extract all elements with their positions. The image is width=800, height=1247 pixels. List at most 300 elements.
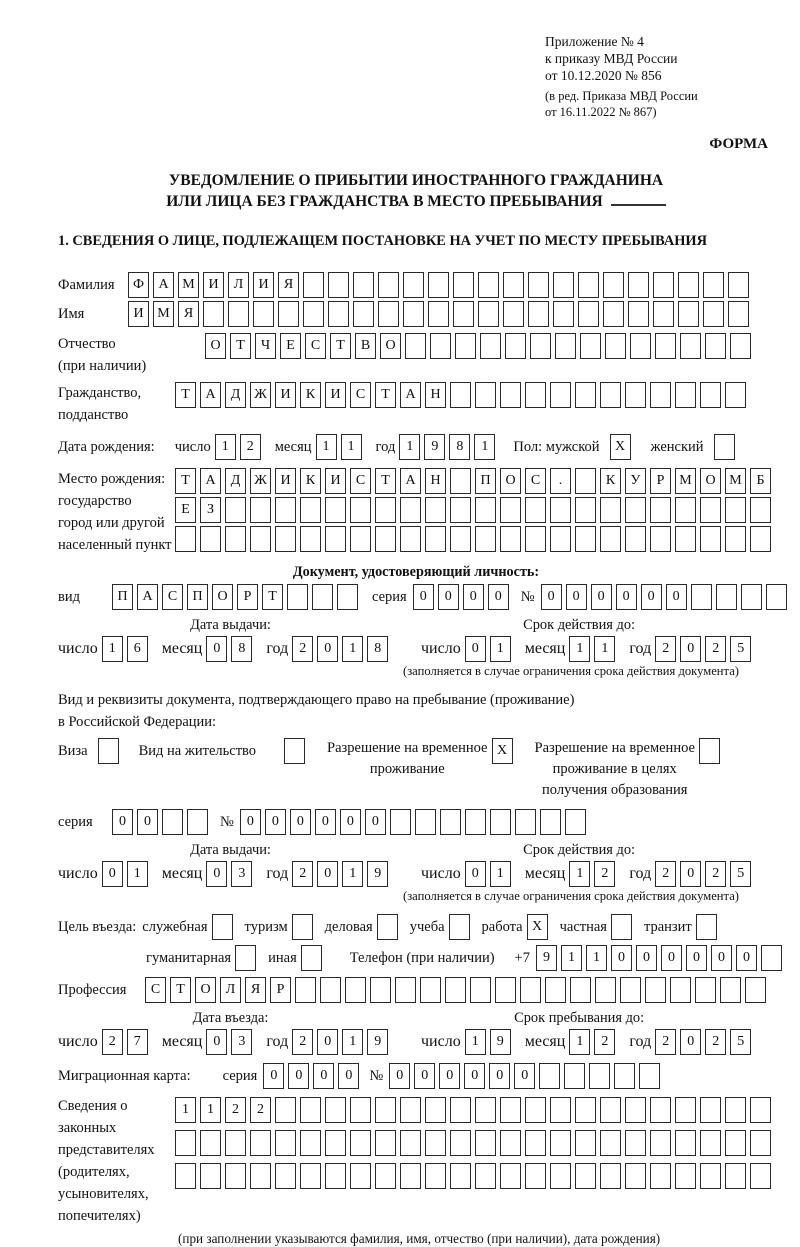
char-cell[interactable]: 0 bbox=[206, 1029, 227, 1055]
char-cell[interactable]: 2 bbox=[102, 1029, 123, 1055]
char-cell[interactable]: А bbox=[153, 272, 174, 298]
char-cell[interactable] bbox=[600, 526, 621, 552]
char-cell[interactable] bbox=[700, 1130, 721, 1156]
char-cell[interactable] bbox=[766, 584, 787, 610]
char-cell[interactable]: 0 bbox=[317, 636, 338, 662]
char-cell[interactable] bbox=[761, 945, 782, 971]
char-cell[interactable]: 8 bbox=[367, 636, 388, 662]
char-cell[interactable] bbox=[250, 1130, 271, 1156]
char-cell[interactable] bbox=[275, 1130, 296, 1156]
char-cell[interactable] bbox=[325, 1163, 346, 1189]
char-cell[interactable]: В bbox=[355, 333, 376, 359]
char-cell[interactable]: 1 bbox=[465, 1029, 486, 1055]
sex-female-checkbox[interactable] bbox=[714, 434, 735, 460]
char-cell[interactable]: 0 bbox=[389, 1063, 410, 1089]
char-cell[interactable]: У bbox=[625, 468, 646, 494]
char-cell[interactable] bbox=[225, 1130, 246, 1156]
char-cell[interactable]: 3 bbox=[231, 861, 252, 887]
char-cell[interactable] bbox=[603, 301, 624, 327]
char-cell[interactable] bbox=[428, 272, 449, 298]
char-cell[interactable]: 1 bbox=[316, 434, 337, 460]
char-cell[interactable] bbox=[728, 272, 749, 298]
char-cell[interactable] bbox=[500, 497, 521, 523]
char-cell[interactable] bbox=[425, 1097, 446, 1123]
char-cell[interactable] bbox=[700, 497, 721, 523]
char-cell[interactable] bbox=[500, 1130, 521, 1156]
char-cell[interactable] bbox=[325, 1097, 346, 1123]
char-cell[interactable] bbox=[703, 301, 724, 327]
char-cell[interactable]: 0 bbox=[317, 861, 338, 887]
char-cell[interactable] bbox=[750, 1097, 771, 1123]
char-cell[interactable] bbox=[625, 1163, 646, 1189]
char-cell[interactable]: 0 bbox=[206, 861, 227, 887]
char-cell[interactable] bbox=[370, 977, 391, 1003]
char-cell[interactable]: О bbox=[380, 333, 401, 359]
char-cell[interactable] bbox=[303, 301, 324, 327]
char-cell[interactable] bbox=[300, 1097, 321, 1123]
char-cell[interactable]: 0 bbox=[313, 1063, 334, 1089]
char-cell[interactable]: 0 bbox=[463, 584, 484, 610]
char-cell[interactable]: 0 bbox=[365, 809, 386, 835]
char-cell[interactable] bbox=[430, 333, 451, 359]
char-cell[interactable]: Д bbox=[225, 468, 246, 494]
char-cell[interactable] bbox=[200, 1163, 221, 1189]
char-cell[interactable] bbox=[650, 382, 671, 408]
char-cell[interactable]: 0 bbox=[566, 584, 587, 610]
char-cell[interactable]: 0 bbox=[338, 1063, 359, 1089]
char-cell[interactable]: К bbox=[300, 382, 321, 408]
char-cell[interactable]: 1 bbox=[399, 434, 420, 460]
char-cell[interactable]: 0 bbox=[611, 945, 632, 971]
char-cell[interactable]: М bbox=[153, 301, 174, 327]
char-cell[interactable]: 1 bbox=[342, 636, 363, 662]
char-cell[interactable] bbox=[614, 1063, 635, 1089]
char-cell[interactable] bbox=[695, 977, 716, 1003]
char-cell[interactable] bbox=[250, 497, 271, 523]
char-cell[interactable] bbox=[575, 1097, 596, 1123]
char-cell[interactable]: 0 bbox=[636, 945, 657, 971]
sex-male-checkbox[interactable]: X bbox=[610, 434, 631, 460]
char-cell[interactable] bbox=[345, 977, 366, 1003]
char-cell[interactable] bbox=[725, 497, 746, 523]
char-cell[interactable] bbox=[550, 1163, 571, 1189]
char-cell[interactable]: 0 bbox=[680, 861, 701, 887]
char-cell[interactable] bbox=[525, 1097, 546, 1123]
char-cell[interactable]: З bbox=[200, 497, 221, 523]
char-cell[interactable] bbox=[500, 1163, 521, 1189]
char-cell[interactable]: Т bbox=[175, 382, 196, 408]
char-cell[interactable]: О bbox=[700, 468, 721, 494]
char-cell[interactable]: 0 bbox=[686, 945, 707, 971]
char-cell[interactable] bbox=[353, 272, 374, 298]
char-cell[interactable] bbox=[716, 584, 737, 610]
char-cell[interactable] bbox=[700, 526, 721, 552]
char-cell[interactable]: 0 bbox=[541, 584, 562, 610]
char-cell[interactable] bbox=[675, 1097, 696, 1123]
char-cell[interactable]: И bbox=[275, 468, 296, 494]
char-cell[interactable] bbox=[500, 526, 521, 552]
char-cell[interactable] bbox=[570, 977, 591, 1003]
char-cell[interactable] bbox=[750, 1163, 771, 1189]
char-cell[interactable] bbox=[603, 272, 624, 298]
char-cell[interactable]: 0 bbox=[465, 861, 486, 887]
char-cell[interactable]: 0 bbox=[414, 1063, 435, 1089]
char-cell[interactable] bbox=[445, 977, 466, 1003]
char-cell[interactable] bbox=[725, 382, 746, 408]
char-cell[interactable]: 1 bbox=[561, 945, 582, 971]
char-cell[interactable]: Р bbox=[650, 468, 671, 494]
char-cell[interactable] bbox=[450, 1163, 471, 1189]
char-cell[interactable] bbox=[162, 809, 183, 835]
char-cell[interactable]: 0 bbox=[315, 809, 336, 835]
char-cell[interactable] bbox=[480, 333, 501, 359]
char-cell[interactable] bbox=[400, 1163, 421, 1189]
char-cell[interactable] bbox=[678, 301, 699, 327]
char-cell[interactable]: О bbox=[205, 333, 226, 359]
char-cell[interactable] bbox=[700, 1097, 721, 1123]
purpose-checkbox[interactable]: X bbox=[527, 914, 548, 940]
char-cell[interactable]: 1 bbox=[586, 945, 607, 971]
char-cell[interactable] bbox=[580, 333, 601, 359]
char-cell[interactable]: 0 bbox=[438, 584, 459, 610]
char-cell[interactable]: Е bbox=[280, 333, 301, 359]
char-cell[interactable]: Р bbox=[270, 977, 291, 1003]
char-cell[interactable] bbox=[653, 301, 674, 327]
char-cell[interactable]: 1 bbox=[102, 636, 123, 662]
char-cell[interactable] bbox=[625, 526, 646, 552]
char-cell[interactable]: 6 bbox=[127, 636, 148, 662]
char-cell[interactable] bbox=[525, 1130, 546, 1156]
purpose-checkbox[interactable] bbox=[611, 914, 632, 940]
char-cell[interactable]: 3 bbox=[231, 1029, 252, 1055]
char-cell[interactable] bbox=[515, 809, 536, 835]
char-cell[interactable] bbox=[539, 1063, 560, 1089]
char-cell[interactable] bbox=[478, 301, 499, 327]
char-cell[interactable]: А bbox=[137, 584, 158, 610]
char-cell[interactable]: 0 bbox=[112, 809, 133, 835]
char-cell[interactable]: 8 bbox=[231, 636, 252, 662]
char-cell[interactable]: 0 bbox=[661, 945, 682, 971]
char-cell[interactable] bbox=[300, 1163, 321, 1189]
char-cell[interactable]: К bbox=[600, 468, 621, 494]
char-cell[interactable] bbox=[700, 382, 721, 408]
char-cell[interactable] bbox=[528, 272, 549, 298]
char-cell[interactable] bbox=[575, 1130, 596, 1156]
char-cell[interactable]: И bbox=[128, 301, 149, 327]
char-cell[interactable] bbox=[600, 1130, 621, 1156]
char-cell[interactable] bbox=[400, 1097, 421, 1123]
char-cell[interactable]: А bbox=[200, 382, 221, 408]
char-cell[interactable] bbox=[375, 1130, 396, 1156]
char-cell[interactable]: 9 bbox=[490, 1029, 511, 1055]
char-cell[interactable]: Ч bbox=[255, 333, 276, 359]
char-cell[interactable] bbox=[600, 1163, 621, 1189]
char-cell[interactable] bbox=[415, 809, 436, 835]
char-cell[interactable] bbox=[675, 382, 696, 408]
char-cell[interactable] bbox=[703, 272, 724, 298]
char-cell[interactable]: О bbox=[195, 977, 216, 1003]
char-cell[interactable] bbox=[475, 526, 496, 552]
char-cell[interactable]: М bbox=[725, 468, 746, 494]
residence-permit-checkbox[interactable] bbox=[284, 738, 305, 764]
char-cell[interactable] bbox=[625, 1097, 646, 1123]
char-cell[interactable] bbox=[553, 272, 574, 298]
char-cell[interactable]: А bbox=[400, 468, 421, 494]
char-cell[interactable] bbox=[675, 1163, 696, 1189]
char-cell[interactable] bbox=[675, 497, 696, 523]
char-cell[interactable]: Т bbox=[262, 584, 283, 610]
char-cell[interactable] bbox=[353, 301, 374, 327]
char-cell[interactable]: 1 bbox=[200, 1097, 221, 1123]
char-cell[interactable]: . bbox=[550, 468, 571, 494]
char-cell[interactable] bbox=[625, 1130, 646, 1156]
char-cell[interactable]: 0 bbox=[288, 1063, 309, 1089]
char-cell[interactable]: 0 bbox=[591, 584, 612, 610]
char-cell[interactable] bbox=[428, 301, 449, 327]
char-cell[interactable] bbox=[600, 1097, 621, 1123]
char-cell[interactable]: 1 bbox=[342, 1029, 363, 1055]
char-cell[interactable] bbox=[625, 382, 646, 408]
char-cell[interactable]: И bbox=[253, 272, 274, 298]
char-cell[interactable] bbox=[350, 526, 371, 552]
char-cell[interactable]: Т bbox=[170, 977, 191, 1003]
char-cell[interactable]: 9 bbox=[536, 945, 557, 971]
char-cell[interactable]: С bbox=[350, 382, 371, 408]
char-cell[interactable] bbox=[225, 526, 246, 552]
char-cell[interactable]: П bbox=[475, 468, 496, 494]
char-cell[interactable] bbox=[495, 977, 516, 1003]
char-cell[interactable] bbox=[337, 584, 358, 610]
char-cell[interactable] bbox=[275, 497, 296, 523]
char-cell[interactable] bbox=[550, 1097, 571, 1123]
char-cell[interactable] bbox=[691, 584, 712, 610]
char-cell[interactable] bbox=[420, 977, 441, 1003]
char-cell[interactable]: С bbox=[350, 468, 371, 494]
char-cell[interactable] bbox=[475, 1163, 496, 1189]
char-cell[interactable] bbox=[650, 497, 671, 523]
char-cell[interactable] bbox=[700, 1163, 721, 1189]
char-cell[interactable]: П bbox=[187, 584, 208, 610]
char-cell[interactable]: И bbox=[275, 382, 296, 408]
char-cell[interactable]: 2 bbox=[705, 1029, 726, 1055]
char-cell[interactable] bbox=[600, 497, 621, 523]
char-cell[interactable] bbox=[655, 333, 676, 359]
char-cell[interactable] bbox=[465, 809, 486, 835]
char-cell[interactable] bbox=[645, 977, 666, 1003]
char-cell[interactable] bbox=[650, 1163, 671, 1189]
char-cell[interactable] bbox=[595, 977, 616, 1003]
char-cell[interactable] bbox=[350, 497, 371, 523]
char-cell[interactable]: 0 bbox=[514, 1063, 535, 1089]
char-cell[interactable] bbox=[328, 301, 349, 327]
char-cell[interactable] bbox=[725, 526, 746, 552]
char-cell[interactable] bbox=[628, 301, 649, 327]
char-cell[interactable]: П bbox=[112, 584, 133, 610]
char-cell[interactable]: 0 bbox=[340, 809, 361, 835]
char-cell[interactable]: 9 bbox=[424, 434, 445, 460]
char-cell[interactable] bbox=[425, 1163, 446, 1189]
char-cell[interactable] bbox=[745, 977, 766, 1003]
char-cell[interactable] bbox=[550, 382, 571, 408]
char-cell[interactable] bbox=[475, 382, 496, 408]
char-cell[interactable]: 2 bbox=[292, 1029, 313, 1055]
temp-permit-checkbox[interactable]: X bbox=[492, 738, 513, 764]
char-cell[interactable] bbox=[325, 1130, 346, 1156]
char-cell[interactable] bbox=[278, 301, 299, 327]
char-cell[interactable] bbox=[187, 809, 208, 835]
char-cell[interactable] bbox=[425, 526, 446, 552]
char-cell[interactable] bbox=[725, 1097, 746, 1123]
char-cell[interactable]: 0 bbox=[680, 1029, 701, 1055]
char-cell[interactable] bbox=[203, 301, 224, 327]
char-cell[interactable]: 7 bbox=[127, 1029, 148, 1055]
char-cell[interactable] bbox=[680, 333, 701, 359]
char-cell[interactable]: 2 bbox=[655, 861, 676, 887]
char-cell[interactable]: 0 bbox=[102, 861, 123, 887]
char-cell[interactable] bbox=[312, 584, 333, 610]
char-cell[interactable] bbox=[575, 1163, 596, 1189]
char-cell[interactable] bbox=[525, 1163, 546, 1189]
char-cell[interactable]: С bbox=[145, 977, 166, 1003]
char-cell[interactable] bbox=[525, 382, 546, 408]
char-cell[interactable] bbox=[650, 1097, 671, 1123]
char-cell[interactable] bbox=[620, 977, 641, 1003]
purpose-checkbox[interactable] bbox=[696, 914, 717, 940]
char-cell[interactable]: 2 bbox=[225, 1097, 246, 1123]
char-cell[interactable]: 1 bbox=[594, 636, 615, 662]
char-cell[interactable] bbox=[500, 382, 521, 408]
char-cell[interactable]: 0 bbox=[439, 1063, 460, 1089]
char-cell[interactable] bbox=[295, 977, 316, 1003]
char-cell[interactable] bbox=[575, 497, 596, 523]
purpose-checkbox[interactable] bbox=[235, 945, 256, 971]
char-cell[interactable] bbox=[500, 1097, 521, 1123]
char-cell[interactable] bbox=[575, 468, 596, 494]
char-cell[interactable]: 2 bbox=[655, 1029, 676, 1055]
char-cell[interactable]: А bbox=[400, 382, 421, 408]
char-cell[interactable] bbox=[403, 301, 424, 327]
char-cell[interactable] bbox=[528, 301, 549, 327]
purpose-checkbox[interactable] bbox=[449, 914, 470, 940]
char-cell[interactable] bbox=[503, 301, 524, 327]
char-cell[interactable] bbox=[375, 1097, 396, 1123]
char-cell[interactable] bbox=[250, 526, 271, 552]
char-cell[interactable] bbox=[350, 1130, 371, 1156]
char-cell[interactable] bbox=[350, 1097, 371, 1123]
char-cell[interactable] bbox=[375, 526, 396, 552]
char-cell[interactable] bbox=[450, 468, 471, 494]
char-cell[interactable] bbox=[550, 1130, 571, 1156]
char-cell[interactable]: 1 bbox=[474, 434, 495, 460]
char-cell[interactable] bbox=[228, 301, 249, 327]
char-cell[interactable]: 2 bbox=[594, 861, 615, 887]
char-cell[interactable]: 0 bbox=[290, 809, 311, 835]
char-cell[interactable] bbox=[275, 1163, 296, 1189]
char-cell[interactable]: 0 bbox=[413, 584, 434, 610]
char-cell[interactable]: А bbox=[200, 468, 221, 494]
char-cell[interactable] bbox=[670, 977, 691, 1003]
char-cell[interactable] bbox=[300, 1130, 321, 1156]
char-cell[interactable]: 1 bbox=[490, 636, 511, 662]
char-cell[interactable] bbox=[400, 497, 421, 523]
char-cell[interactable]: 8 bbox=[449, 434, 470, 460]
char-cell[interactable] bbox=[525, 497, 546, 523]
char-cell[interactable] bbox=[741, 584, 762, 610]
char-cell[interactable]: 5 bbox=[730, 636, 751, 662]
char-cell[interactable] bbox=[287, 584, 308, 610]
char-cell[interactable] bbox=[405, 333, 426, 359]
char-cell[interactable] bbox=[650, 526, 671, 552]
char-cell[interactable] bbox=[605, 333, 626, 359]
char-cell[interactable] bbox=[575, 526, 596, 552]
char-cell[interactable]: 0 bbox=[464, 1063, 485, 1089]
char-cell[interactable] bbox=[589, 1063, 610, 1089]
char-cell[interactable]: 0 bbox=[680, 636, 701, 662]
char-cell[interactable]: И bbox=[325, 382, 346, 408]
char-cell[interactable] bbox=[550, 526, 571, 552]
char-cell[interactable] bbox=[525, 526, 546, 552]
char-cell[interactable] bbox=[725, 1163, 746, 1189]
char-cell[interactable] bbox=[575, 382, 596, 408]
char-cell[interactable] bbox=[553, 301, 574, 327]
char-cell[interactable]: 2 bbox=[655, 636, 676, 662]
char-cell[interactable] bbox=[175, 1130, 196, 1156]
char-cell[interactable] bbox=[200, 1130, 221, 1156]
char-cell[interactable]: 0 bbox=[488, 584, 509, 610]
char-cell[interactable] bbox=[490, 809, 511, 835]
char-cell[interactable]: 5 bbox=[730, 1029, 751, 1055]
char-cell[interactable] bbox=[555, 333, 576, 359]
char-cell[interactable] bbox=[425, 497, 446, 523]
char-cell[interactable]: Я bbox=[178, 301, 199, 327]
char-cell[interactable] bbox=[550, 497, 571, 523]
char-cell[interactable] bbox=[300, 526, 321, 552]
char-cell[interactable] bbox=[225, 1163, 246, 1189]
char-cell[interactable] bbox=[400, 526, 421, 552]
char-cell[interactable] bbox=[540, 809, 561, 835]
char-cell[interactable]: 0 bbox=[317, 1029, 338, 1055]
char-cell[interactable]: 0 bbox=[137, 809, 158, 835]
char-cell[interactable]: О bbox=[500, 468, 521, 494]
char-cell[interactable]: 0 bbox=[736, 945, 757, 971]
char-cell[interactable] bbox=[450, 1097, 471, 1123]
char-cell[interactable] bbox=[225, 497, 246, 523]
edu-permit-checkbox[interactable] bbox=[699, 738, 720, 764]
char-cell[interactable]: Р bbox=[237, 584, 258, 610]
char-cell[interactable] bbox=[450, 526, 471, 552]
char-cell[interactable]: Д bbox=[225, 382, 246, 408]
char-cell[interactable] bbox=[450, 1130, 471, 1156]
char-cell[interactable] bbox=[625, 497, 646, 523]
char-cell[interactable] bbox=[750, 1130, 771, 1156]
char-cell[interactable] bbox=[600, 382, 621, 408]
char-cell[interactable]: 0 bbox=[616, 584, 637, 610]
char-cell[interactable]: 0 bbox=[711, 945, 732, 971]
char-cell[interactable] bbox=[470, 977, 491, 1003]
char-cell[interactable]: 0 bbox=[240, 809, 261, 835]
char-cell[interactable] bbox=[425, 1130, 446, 1156]
char-cell[interactable]: Н bbox=[425, 382, 446, 408]
char-cell[interactable]: И bbox=[325, 468, 346, 494]
char-cell[interactable] bbox=[475, 1097, 496, 1123]
char-cell[interactable] bbox=[325, 526, 346, 552]
char-cell[interactable] bbox=[475, 497, 496, 523]
char-cell[interactable]: 2 bbox=[292, 636, 313, 662]
char-cell[interactable]: 2 bbox=[250, 1097, 271, 1123]
char-cell[interactable] bbox=[578, 301, 599, 327]
char-cell[interactable] bbox=[253, 301, 274, 327]
char-cell[interactable]: 1 bbox=[490, 861, 511, 887]
